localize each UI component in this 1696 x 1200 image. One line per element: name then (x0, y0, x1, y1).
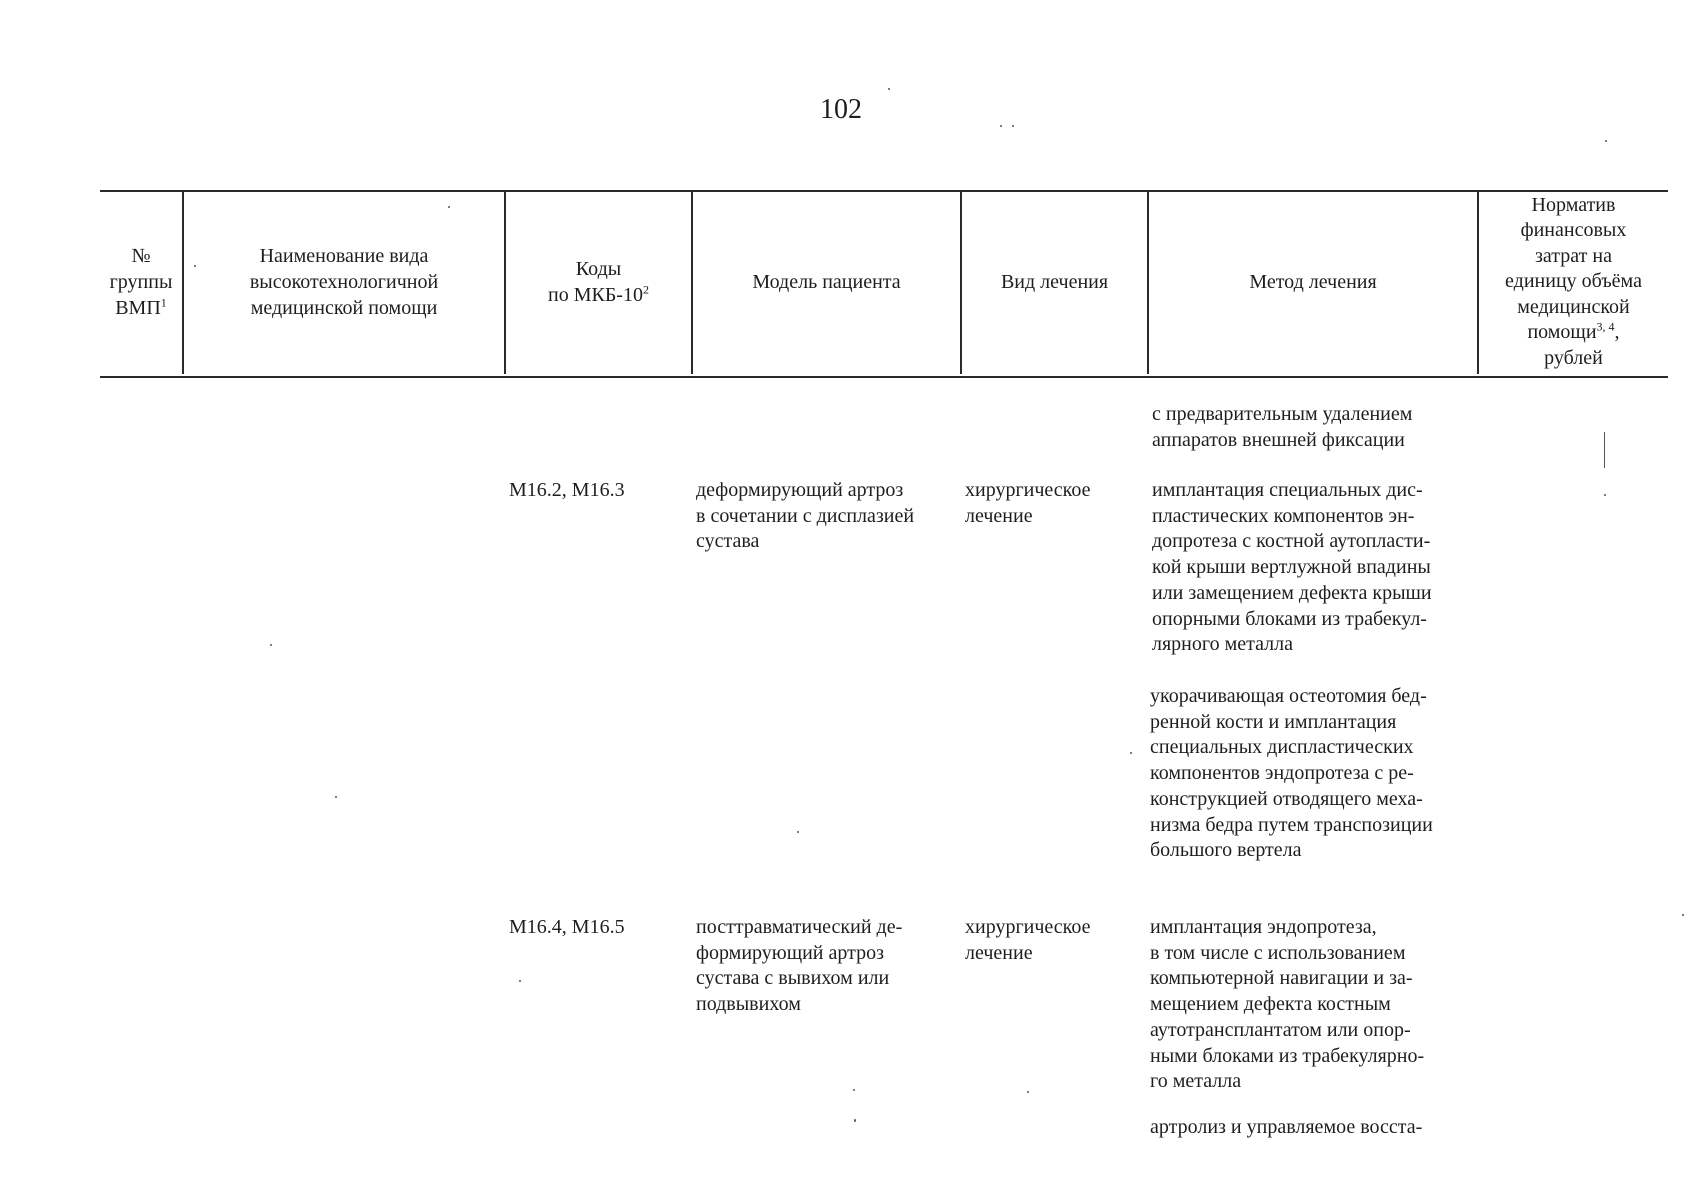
scan-speck (1604, 494, 1606, 496)
header-patient-model (693, 190, 960, 374)
text-line: сустава с вывихом или (696, 967, 890, 990)
scan-speck (1605, 140, 1607, 142)
method-cell (1152, 402, 1412, 453)
text-line: посттравматический де- (696, 916, 903, 938)
text-line: пластических компонентов эн- (1152, 504, 1415, 527)
scan-speck (335, 796, 337, 798)
scan-speck (1027, 1091, 1029, 1093)
scan-speck (194, 265, 196, 267)
text-line: мещением дефекта костным (1150, 993, 1391, 1016)
text-line: имплантация специальных дис- (1152, 479, 1423, 501)
header-care-type (184, 190, 504, 374)
scan-speck (1130, 752, 1132, 754)
scan-speck (854, 1119, 856, 1122)
method-cell (1150, 915, 1424, 1095)
header-group-number (100, 190, 182, 374)
header-text: помощи (1527, 321, 1597, 344)
header-text: Метод лечения (1249, 271, 1377, 293)
text-line: кой крыши вертлужной впадины (1152, 556, 1431, 579)
text-line: M16.4, M16.5 (509, 916, 625, 938)
header-text: ВМП (115, 297, 161, 319)
header-text: медицинской (1517, 295, 1630, 318)
text-line: компьютерной навигации и за- (1150, 967, 1413, 990)
text-line: с предварительным удалением (1152, 403, 1413, 425)
text-line: лечение (965, 941, 1033, 964)
header-text: медицинской помощи (250, 297, 438, 319)
text-line: специальных диспластических (1150, 736, 1414, 759)
header-text: финансовых (1520, 219, 1627, 242)
footnote-ref: 3, 4 (1596, 319, 1615, 334)
text-line: компонентов эндопротеза с ре- (1150, 762, 1414, 785)
header-text: Модель пациента (752, 271, 901, 293)
icd-codes-cell (509, 915, 625, 941)
treatment-type-cell (965, 478, 1090, 529)
scan-speck (888, 88, 890, 90)
text-line: деформирующий артроз (696, 479, 904, 501)
header-text: рублей (1544, 346, 1603, 369)
header-text: № (131, 245, 151, 267)
text-line: хирургическое (965, 916, 1091, 938)
header-text: по МКБ-10 (548, 284, 643, 306)
scan-speck (1012, 125, 1014, 127)
text-line: M16.2, M16.3 (509, 479, 625, 501)
text-line: конструкцией отводящего меха- (1150, 787, 1423, 810)
text-line: в сочетании с дисплазией (696, 504, 915, 527)
header-text: Вид лечения (1000, 271, 1109, 293)
text-line: ренной кости и имплантация (1150, 710, 1397, 733)
scan-speck (797, 831, 799, 833)
text-line: ными блоками из трабекулярно- (1150, 1044, 1425, 1067)
text-line: низма бедра путем транспозиции (1150, 813, 1433, 836)
text-line: сустава (696, 530, 760, 553)
method-cell (1150, 1115, 1422, 1141)
header-icd-codes (506, 190, 691, 374)
scan-speck (1682, 914, 1684, 916)
scan-speck (448, 206, 450, 208)
text-line: в том числе с использованием (1150, 941, 1406, 964)
header-text: , (1614, 321, 1620, 344)
method-cell (1150, 684, 1433, 864)
icd-codes-cell (509, 478, 625, 504)
header-text: Наименование вида (259, 245, 429, 267)
method-cell (1152, 478, 1432, 658)
text-line: опорными блоками из трабекул- (1152, 607, 1427, 630)
text-line: го металла (1150, 1070, 1242, 1093)
header-text: высокотехнологичной (249, 271, 439, 293)
text-line: допротеза с костной аутопласти- (1152, 530, 1431, 553)
text-line: лярного металла (1152, 633, 1293, 656)
text-line: укорачивающая остеотомия бед- (1150, 685, 1427, 707)
scan-speck (1604, 432, 1605, 468)
footnote-ref: 1 (160, 295, 167, 310)
text-line: хирургическое (965, 479, 1091, 501)
header-text: Коды (575, 258, 622, 280)
scan-speck (519, 980, 521, 982)
header-text: группы (109, 271, 173, 293)
treatment-type-cell (965, 915, 1090, 966)
scan-speck (1000, 125, 1002, 127)
header-text: Норматив (1531, 193, 1616, 216)
text-line: большого вертела (1150, 839, 1302, 862)
footnote-ref: 2 (642, 282, 649, 297)
text-line: аутотрансплантатом или опор- (1150, 1018, 1411, 1041)
text-line: лечение (965, 504, 1033, 527)
header-treatment-type (962, 190, 1147, 374)
header-text: затрат на (1535, 244, 1612, 267)
scan-speck (853, 1089, 855, 1091)
text-line: артролиз и управляемое восста- (1150, 1116, 1423, 1138)
text-line: имплантация эндопротеза, (1150, 916, 1377, 938)
text-line: формирующий артроз (696, 941, 884, 964)
patient-model-cell (696, 915, 902, 1018)
scan-speck (270, 644, 272, 646)
text-line: аппаратов внешней фиксации (1152, 428, 1405, 451)
text-line: или замещением дефекта крыши (1152, 581, 1432, 604)
page-number: 102 (820, 94, 862, 125)
text-line: подвывихом (696, 993, 801, 1016)
patient-model-cell (696, 478, 914, 555)
header-cost-standard (1479, 190, 1668, 374)
header-treatment-method (1149, 190, 1477, 374)
header-text: единицу объёма (1505, 270, 1642, 293)
